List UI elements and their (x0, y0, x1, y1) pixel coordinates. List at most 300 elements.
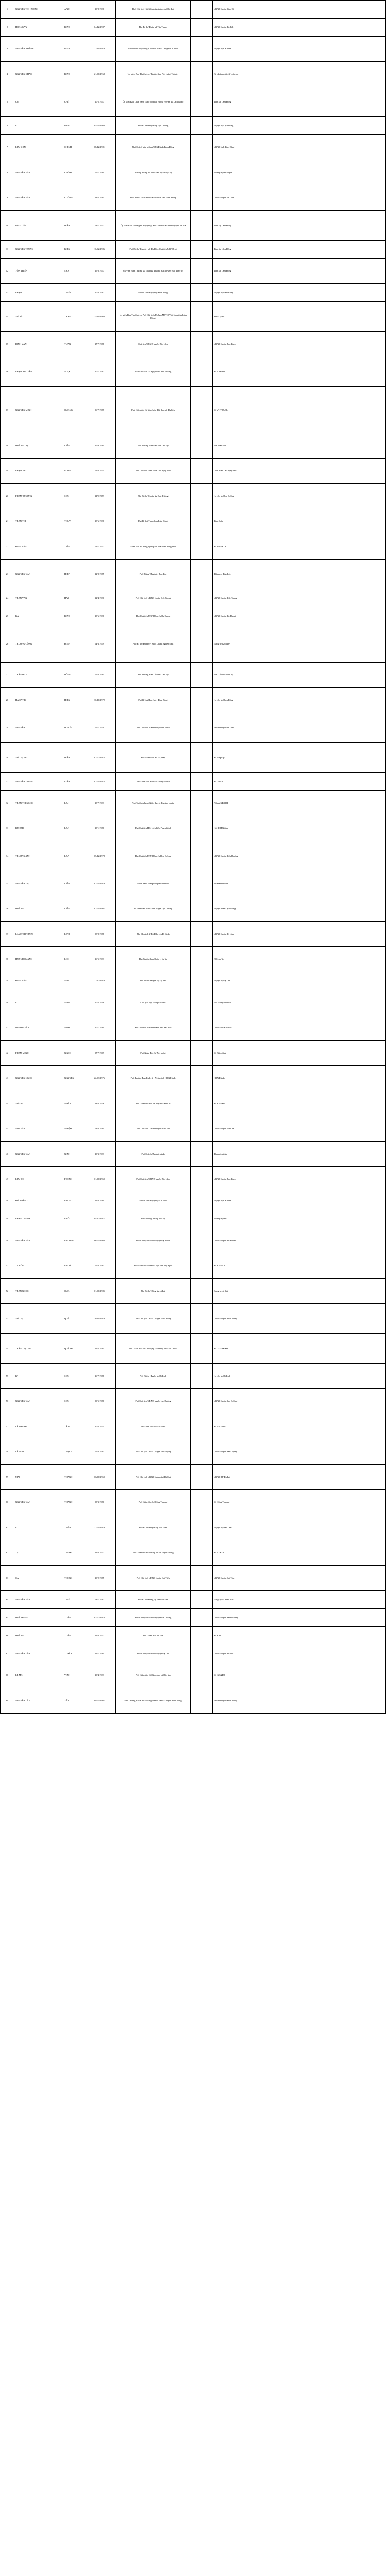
cell-birth-date: 03/3/1970 (83, 1490, 116, 1515)
cell-birth-date: 22/8/1975 (83, 560, 116, 589)
cell-row-number: 33 (1, 816, 14, 841)
table-row (1, 947, 386, 972)
cell-phone (191, 185, 213, 211)
cell-position: Phó Trưởng Ban Kinh tế - Ngân sách HĐND huyện Đam Rông (116, 1688, 191, 1714)
cell-row-number: 32 (1, 791, 14, 816)
cell-note: Sở TT&TT (213, 1540, 386, 1566)
cell-birth-date: 02/8/1974 (83, 459, 116, 484)
cell-given-name: NGỌC (63, 1041, 83, 1066)
cell-phone (191, 211, 213, 241)
cell-family-name: LÊ NGỌC (14, 1439, 63, 1465)
cell-position: Giám đốc Sở Nông nghiệp và Phát triển nông thôn (116, 534, 191, 560)
cell-family-name: LÂM THỊ PHƯỚC (14, 922, 63, 947)
cell-row-number: 69 (1, 1688, 14, 1714)
cell-given-name: CƯỜNG (63, 185, 83, 211)
table-row (1, 1066, 386, 1091)
cell-row-number: 7 (1, 135, 14, 160)
cell-given-name: SƠN (63, 484, 83, 509)
table-row (1, 743, 386, 773)
cell-note: Thanh tra tỉnh (213, 1142, 386, 1167)
cell-position: Phó Giám đốc Sở Y tế (116, 1627, 191, 1645)
table-row (1, 37, 386, 62)
cell-family-name: TRƯƠNG ANH (14, 841, 63, 871)
cell-family-name: TRẦN THỊ NGỌC (14, 791, 63, 816)
cell-phone (191, 509, 213, 534)
cell-note: UBND huyện Đạ Tẻh (213, 19, 386, 37)
cell-note: Ban Tổ chức Tỉnh ủy (213, 663, 386, 688)
cell-row-number: 67 (1, 1645, 14, 1663)
cell-family-name: PHẠM (14, 284, 63, 302)
cell-birth-date: 20/1/1980 (83, 1015, 116, 1041)
cell-note: Phòng Nội vụ (213, 1210, 386, 1228)
cell-birth-date: 06/7/1980 (83, 160, 116, 185)
cell-row-number: 63 (1, 1566, 14, 1591)
cell-note: Đảng ủy xã Đinh Văn (213, 1591, 386, 1609)
cell-position: Bí thư Đoàn thanh niên huyện Lạc Dương (116, 896, 191, 922)
cell-row-number: 46 (1, 1142, 14, 1167)
cell-note: Huyện ủy Lạc Dương (213, 117, 386, 135)
cell-phone (191, 972, 213, 990)
cell-note: Huyện ủy Đam Rông (213, 284, 386, 302)
cell-phone (191, 841, 213, 871)
cell-phone (191, 534, 213, 560)
cell-row-number: 56 (1, 1389, 14, 1414)
cell-row-number: 4 (1, 62, 14, 87)
cell-phone (191, 1, 213, 19)
cell-position: Phó Giám đốc Sở Khoa học và Công nghệ (116, 1253, 191, 1279)
cell-given-name: THÔNG (63, 1566, 83, 1591)
cell-note: Tỉnh ủy Lâm Đồng (213, 211, 386, 241)
cell-row-number: 23 (1, 560, 14, 589)
cell-position: Phó Chủ tịch UBND huyện Lâm Hà (116, 1116, 191, 1142)
cell-birth-date: 28/7/1983 (83, 791, 116, 816)
cell-given-name: HIỀN (63, 743, 83, 773)
cell-position: Phó Giám đốc Sở Lao động - Thương binh và Xã hội (116, 1334, 191, 1364)
cell-note: UBND huyện Đơn Dương (213, 841, 386, 871)
cell-position: Phó Chánh Thanh tra tỉnh (116, 1142, 191, 1167)
cell-given-name: SƠN (63, 1389, 83, 1414)
cell-given-name: CHÍNH (63, 135, 83, 160)
cell-birth-date: 16/02/1986 (83, 241, 116, 259)
cell-birth-date: 21/12/1979 (83, 972, 116, 990)
personnel-table-body (1, 1, 386, 1714)
cell-position: Phó Chủ tịch UBND huyện Đức Trọng (116, 589, 191, 607)
cell-position: Phó Bí thư Đảng ủy Khối Doanh nghiệp tỉnh (116, 625, 191, 663)
table-row (1, 791, 386, 816)
cell-phone (191, 433, 213, 459)
cell-given-name: HIÊN (63, 688, 83, 713)
table-row (1, 625, 386, 663)
cell-phone (191, 459, 213, 484)
cell-note: UBND huyện Đam Rông (213, 1304, 386, 1334)
cell-row-number: 48 (1, 1192, 14, 1210)
cell-row-number: 15 (1, 332, 14, 357)
cell-birth-date: 05/01/1983 (83, 117, 116, 135)
cell-given-name: TRANG (63, 302, 83, 332)
cell-family-name: HOÀNG THỊ (14, 433, 63, 459)
cell-birth-date: 27/10/1979 (83, 37, 116, 62)
cell-note: Hội Nông dân tỉnh (213, 990, 386, 1015)
cell-position: Phó Chủ tịch UBND huyện Đức Trọng (116, 1439, 191, 1465)
cell-row-number: 24 (1, 589, 14, 607)
cell-phone (191, 1279, 213, 1304)
cell-given-name: LAN (63, 816, 83, 841)
table-row (1, 1515, 386, 1540)
cell-given-name: NHÂN (63, 1091, 83, 1116)
cell-note: Sở Tài chính (213, 1414, 386, 1439)
cell-birth-date: 12/01/1979 (83, 1515, 116, 1540)
table-row (1, 663, 386, 688)
cell-family-name: K' (14, 1364, 63, 1389)
cell-row-number: 65 (1, 1609, 14, 1627)
table-row (1, 896, 386, 922)
cell-given-name: TUẤN (63, 1609, 83, 1627)
cell-phone (191, 1609, 213, 1627)
cell-note: Huyện ủy Bảo Lâm (213, 1515, 386, 1540)
cell-note: Liên đoàn Lao động tỉnh (213, 459, 386, 484)
cell-family-name: NGUYỄN KHÁNH (14, 37, 63, 62)
cell-note: BQL dự án (213, 947, 386, 972)
cell-family-name: NGUYỄN VĂN (14, 560, 63, 589)
cell-position: Phó Trưởng Ban Kinh tế - Ngân sách HĐND tỉnh (116, 1066, 191, 1091)
cell-given-name: PHƯỚC (63, 1253, 83, 1279)
cell-birth-date: 06/7/1977 (83, 387, 116, 433)
cell-given-name: LIÊN (63, 896, 83, 922)
cell-birth-date: 01/02/1975 (83, 743, 116, 773)
cell-note: Sở KH&ĐT (213, 1091, 386, 1116)
cell-position: Phó Trưởng phòng Nội vụ (116, 1210, 191, 1228)
cell-family-name: MAI (14, 1465, 63, 1490)
cell-given-name: HÙNG (63, 663, 83, 688)
cell-note: Huyện ủy Đam Rông (213, 688, 386, 713)
table-row (1, 871, 386, 896)
cell-birth-date: 17/7/1978 (83, 332, 116, 357)
cell-given-name: SAN (63, 259, 83, 284)
cell-family-name: HOÀNG (14, 1627, 63, 1645)
cell-given-name: HIỀN (63, 211, 83, 241)
cell-family-name: ĐINH VĂN (14, 332, 63, 357)
cell-given-name: YÊN (63, 1688, 83, 1714)
cell-row-number: 42 (1, 1041, 14, 1066)
cell-given-name: QUẢ (63, 1279, 83, 1304)
cell-position: Chủ tịch Hội Nông dân tỉnh (116, 990, 191, 1015)
cell-birth-date: 10/10/1979 (83, 1304, 116, 1334)
cell-position: Giám đốc Sở Tài nguyên và Môi trường (116, 357, 191, 387)
cell-given-name: TÂM (63, 1414, 83, 1439)
table-row (1, 922, 386, 947)
cell-note: UBND huyện Đạ Tẻh (213, 1645, 386, 1663)
cell-position: Chủ tịch UBND huyện Bảo Lâm (116, 332, 191, 357)
cell-given-name: THÀNH (63, 1465, 83, 1490)
cell-position: Phó Bí thư Đoàn xã Tân Thanh (116, 19, 191, 37)
table-row (1, 1116, 386, 1142)
cell-row-number: 6 (1, 117, 14, 135)
cell-phone (191, 1253, 213, 1279)
cell-given-name: NINH (63, 1142, 83, 1167)
cell-position: Phó Chánh Văn phòng UBND tỉnh Lâm Đồng (116, 135, 191, 160)
table-row (1, 1566, 386, 1591)
table-row (1, 1228, 386, 1253)
table-row (1, 259, 386, 284)
cell-position: Phó Bí thư Huyện ủy, Chủ tịch UBND huyện Cát Tiên (116, 37, 191, 62)
cell-note: UBND huyện Đơn Dương (213, 1609, 386, 1627)
cell-birth-date: 21/01/1968 (83, 62, 116, 87)
cell-position: Ủy viên Ban Thường vụ Huyện ủy, Phó Chủ tịch HĐND huyện Lâm Hà (116, 211, 191, 241)
table-row (1, 1609, 386, 1627)
cell-birth-date: 09/5/1976 (83, 1389, 116, 1414)
cell-phone (191, 1591, 213, 1609)
cell-position: Phó Chủ tịch UBND huyện Bảo Lâm (116, 1167, 191, 1192)
cell-note: Huyện ủy Di Linh (213, 1364, 386, 1389)
cell-given-name: CHỈ (63, 87, 83, 117)
cell-row-number: 12 (1, 259, 14, 284)
cell-position: Ủy viên Ban Thường vụ, Phó Chủ tịch Ủy ban MTTQ Việt Nam tỉnh Lâm Đồng (116, 302, 191, 332)
cell-note: Sở Tư pháp (213, 743, 386, 773)
cell-family-name: KA (14, 607, 63, 625)
cell-row-number: 11 (1, 241, 14, 259)
table-row (1, 1334, 386, 1364)
cell-row-number: 36 (1, 896, 14, 922)
cell-given-name: LỘC (63, 947, 83, 972)
cell-phone (191, 663, 213, 688)
cell-position: Phó Trưởng phòng Giáo dục và Đào tạo huyện (116, 791, 191, 816)
table-row (1, 1490, 386, 1515)
cell-row-number: 47 (1, 1167, 14, 1192)
cell-given-name: NAM (63, 1015, 83, 1041)
cell-birth-date: 15/10/1983 (83, 302, 116, 332)
cell-note: UBND huyện Đạ Huoai (213, 607, 386, 625)
cell-row-number: 45 (1, 1116, 14, 1142)
cell-family-name: VÕ THỊ (14, 1304, 63, 1334)
cell-note: Huyện ủy Đơn Dương (213, 484, 386, 509)
cell-family-name: VÕ ĐỨC (14, 1091, 63, 1116)
cell-note: Hội LHPN tỉnh (213, 816, 386, 841)
cell-row-number: 19 (1, 459, 14, 484)
table-row (1, 117, 386, 135)
cell-note: Phòng Nội vụ huyện (213, 160, 386, 185)
table-row (1, 1627, 386, 1645)
cell-position: Phó Chủ tịch UBND huyện Di Linh (116, 922, 191, 947)
cell-position: Phó Bí thư Đoàn khối các cơ quan tỉnh Lâm Đồng (116, 185, 191, 211)
cell-birth-date: 01/11/1969 (83, 1167, 116, 1192)
cell-family-name: BÙI XUÂN (14, 211, 63, 241)
cell-position: Phó Chánh Văn phòng HĐND tỉnh (116, 871, 191, 896)
cell-row-number: 68 (1, 1663, 14, 1688)
cell-phone (191, 1663, 213, 1688)
cell-family-name: LÊ THANH (14, 1414, 63, 1439)
cell-family-name: K' (14, 117, 63, 135)
cell-given-name: VĨNH (63, 1663, 83, 1688)
cell-phone (191, 1414, 213, 1439)
cell-phone (191, 1515, 213, 1540)
cell-given-name: PHÚY (63, 1210, 83, 1228)
cell-family-name: VÕ THỊ THU (14, 743, 63, 773)
cell-note: Sở NN&PTNT (213, 534, 386, 560)
cell-phone (191, 332, 213, 357)
cell-row-number: 51 (1, 1253, 14, 1279)
cell-phone (191, 302, 213, 332)
cell-family-name: HUỲNH MẠC (14, 1609, 63, 1627)
cell-row-number: 31 (1, 773, 14, 791)
cell-birth-date: 26/5/1983 (83, 947, 116, 972)
cell-note: UBND huyện Bảo Lâm (213, 332, 386, 357)
cell-family-name: NGUYỄN VĂN (14, 185, 63, 211)
cell-birth-date: 12/8/1972 (83, 1627, 116, 1645)
cell-given-name: QUANG (63, 387, 83, 433)
cell-given-name: LẬP (63, 841, 83, 871)
cell-row-number: 22 (1, 534, 14, 560)
cell-birth-date: 18/6/1986 (83, 509, 116, 534)
cell-family-name: NGUYỄN NGỌC (14, 1066, 63, 1091)
cell-position: Phó Giám đốc Sở Giao thông vận tải (116, 773, 191, 791)
cell-phone (191, 1066, 213, 1091)
cell-family-name: TRẦN THỊ (14, 509, 63, 534)
cell-phone (191, 1490, 213, 1515)
cell-birth-date: 08/8/1978 (83, 922, 116, 947)
cell-phone (191, 357, 213, 387)
cell-note: Sở GTVT (213, 773, 386, 791)
cell-family-name: DƯƠNG VĂN (14, 1015, 63, 1041)
cell-birth-date: 27/9/1981 (83, 433, 116, 459)
cell-phone (191, 1566, 213, 1591)
cell-given-name: PHONG (63, 1192, 83, 1210)
cell-note: UBND huyện Đức Trọng (213, 1439, 386, 1465)
cell-position: Trưởng phòng Tổ chức cán bộ Sở Nội vụ (116, 160, 191, 185)
cell-row-number: 64 (1, 1591, 14, 1609)
cell-family-name: NGUYỄN LÂM (14, 1688, 63, 1714)
table-row (1, 1439, 386, 1465)
cell-row-number: 9 (1, 185, 14, 211)
cell-birth-date: 20/4/1983 (83, 1663, 116, 1688)
cell-position: Phó Trưởng ban Quản lý dự án (116, 947, 191, 972)
cell-given-name: NGUYÊN (63, 1066, 83, 1091)
cell-row-number: 55 (1, 1364, 14, 1389)
table-row (1, 1192, 386, 1210)
cell-given-name: THIỆU (63, 1591, 83, 1609)
cell-family-name: NGUYỄN VĂN (14, 1389, 63, 1414)
cell-birth-date: 12/2/1984 (83, 1334, 116, 1364)
cell-given-name: PHONG (63, 1167, 83, 1192)
cell-birth-date: 26/8/1977 (83, 259, 116, 284)
cell-phone (191, 1645, 213, 1663)
cell-family-name: CA (14, 1566, 63, 1591)
cell-row-number: 8 (1, 160, 14, 185)
cell-family-name: NGUYỄN VĂN (14, 1228, 63, 1253)
cell-family-name: PHẠM TRƯỜNG (14, 484, 63, 509)
cell-note: UBND huyện Di Linh (213, 185, 386, 211)
cell-birth-date: 05/4/1983 (83, 1439, 116, 1465)
cell-note: Sở LĐTB&XH (213, 1334, 386, 1364)
cell-given-name: HIỆP (63, 560, 83, 589)
cell-position: Phó Chủ tịch UBND huyện Đam Rông (116, 1304, 191, 1334)
cell-birth-date: 04/12/1987 (83, 19, 116, 37)
cell-position: Phó Chủ tịch Hội Liên hiệp Phụ nữ tỉnh (116, 816, 191, 841)
cell-birth-date: 12/7/1981 (83, 1645, 116, 1663)
cell-note: Tỉnh ủy Lâm Đồng (213, 241, 386, 259)
table-row (1, 1, 386, 19)
table-row (1, 1414, 386, 1439)
cell-position: Phó Chủ tịch UBND thành phố Đà Lạt (116, 1465, 191, 1490)
cell-position: Phó Giám đốc Sở Văn hóa, Thể thao và Du lịch (116, 387, 191, 433)
cell-given-name: BÌNH (63, 19, 83, 37)
cell-family-name: NGUYỄN VĂN (14, 1490, 63, 1515)
cell-given-name: THẠCH (63, 1439, 83, 1465)
cell-row-number: 62 (1, 1540, 14, 1566)
cell-given-name: HUYÊN (63, 713, 83, 743)
cell-row-number: 26 (1, 625, 14, 663)
cell-given-name: BÌNH (63, 607, 83, 625)
cell-phone (191, 1688, 213, 1714)
cell-birth-date: 06/11/1969 (83, 1465, 116, 1490)
cell-row-number: 17 (1, 387, 14, 433)
cell-birth-date: 22/03/1976 (83, 1066, 116, 1091)
cell-phone (191, 922, 213, 947)
cell-birth-date: 20/8/1996 (83, 1, 116, 19)
cell-given-name: KIÊN (63, 773, 83, 791)
cell-position: Phó Giám đốc Sở Giáo dục và Đào tạo (116, 1663, 191, 1688)
cell-given-name: QUỲNH (63, 1334, 83, 1364)
cell-phone (191, 1116, 213, 1142)
cell-given-name: SƠN (63, 1364, 83, 1389)
cell-row-number: 30 (1, 743, 14, 773)
table-row (1, 534, 386, 560)
table-row (1, 589, 386, 607)
cell-phone (191, 160, 213, 185)
cell-note: UBND huyện Lạc Dương (213, 1389, 386, 1414)
cell-phone (191, 589, 213, 607)
cell-given-name: TIẾN (63, 534, 83, 560)
cell-note: Sở GD&ĐT (213, 1663, 386, 1688)
cell-phone (191, 1091, 213, 1116)
table-row (1, 713, 386, 743)
cell-note: Bổ nhiệm mới giữ chức vụ (213, 62, 386, 87)
cell-row-number: 59 (1, 1465, 14, 1490)
cell-row-number: 49 (1, 1210, 14, 1228)
cell-position: Phó Bí thư Đảng ủy xã Đạ Đờn, Chủ tịch UBND xã (116, 241, 191, 259)
cell-row-number: 25 (1, 607, 14, 625)
cell-birth-date: 10/2/1968 (83, 990, 116, 1015)
cell-note: HĐND tỉnh (213, 1066, 386, 1091)
cell-birth-date: 23/6/1986 (83, 607, 116, 625)
cell-family-name: TRẦN VĂN (14, 589, 63, 607)
table-row (1, 990, 386, 1015)
cell-phone (191, 1364, 213, 1389)
cell-birth-date: 12/4/1980 (83, 589, 116, 607)
cell-position: Phó Chủ tịch UBND huyện Lạc Dương (116, 1389, 191, 1414)
cell-row-number: 39 (1, 972, 14, 990)
cell-phone (191, 1627, 213, 1645)
cell-birth-date: 01/7/1972 (83, 534, 116, 560)
cell-family-name: HA CẮT R' (14, 688, 63, 713)
cell-phone (191, 62, 213, 87)
cell-family-name: PHẠM NGUYÊN (14, 357, 63, 387)
cell-family-name: MAI VĂN (14, 1116, 63, 1142)
cell-row-number: 43 (1, 1066, 14, 1091)
cell-family-name: TẠ (14, 1540, 63, 1566)
cell-given-name: CHÍNH (63, 160, 83, 185)
cell-row-number: 14 (1, 302, 14, 332)
cell-position: Phó Bí thư Đảng ủy xã Lát (116, 1279, 191, 1304)
cell-row-number: 61 (1, 1515, 14, 1540)
cell-given-name: TUẤN (63, 332, 83, 357)
cell-phone (191, 773, 213, 791)
cell-family-name: BÙI THỊ (14, 816, 63, 841)
cell-birth-date: 20/2/1975 (83, 1566, 116, 1591)
cell-family-name: TRẦN HUY (14, 663, 63, 688)
cell-row-number: 66 (1, 1627, 14, 1645)
cell-position: Phó Bí thư Huyện ủy Đơn Dương (116, 484, 191, 509)
cell-row-number: 41 (1, 1015, 14, 1041)
